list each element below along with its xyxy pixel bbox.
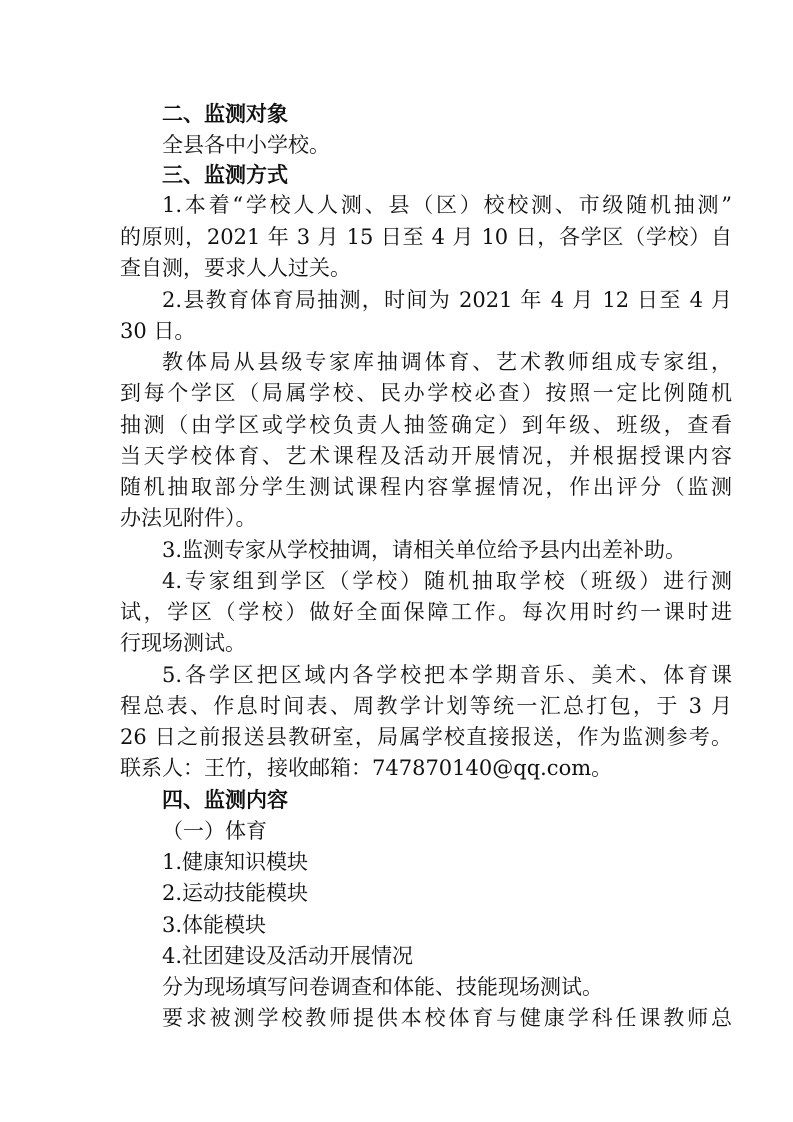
paragraph-line: 分为现场填写问卷调查和体能、技能现场测试。: [162, 975, 603, 999]
subsection-heading-pe: （一）体育: [162, 819, 267, 843]
paragraph-line: 30 日。: [120, 319, 196, 343]
list-item: 3.体能模块: [162, 913, 267, 937]
section-heading-monitoring-content: 四、监测内容: [162, 788, 288, 812]
paragraph-line: 行现场测试。: [120, 631, 246, 655]
paragraph-line: 2.县教育体育局抽测，时间为 2021 年 4 月 12 日至 4 月: [162, 288, 732, 312]
paragraph-line: 4.专家组到学区（学校）随机抽取学校（班级）进行测: [162, 569, 732, 593]
paragraph-line: 查自测，要求人人过关。: [120, 256, 351, 280]
paragraph-line: 抽测（由学区或学校负责人抽签确定）到年级、班级，查看: [120, 413, 732, 437]
section-heading-monitoring-methods: 三、监测方式: [162, 163, 288, 187]
paragraph-line: 当天学校体育、艺术课程及活动开展情况，并根据授课内容: [120, 444, 732, 468]
paragraph-line: 5.各学区把区域内各学校把本学期音乐、美术、体育课: [162, 663, 732, 687]
paragraph-line: 要求被测学校教师提供本校体育与健康学科任课教师总: [162, 1006, 732, 1030]
paragraph-line: 随机抽取部分学生测试课程内容掌握情况，作出评分（监测: [120, 475, 732, 499]
paragraph-line: 3.监测专家从学校抽调，请相关单位给予县内出差补助。: [162, 538, 687, 562]
contact-line: 联系人：王竹，接收邮箱：747870140@qq.com。: [120, 756, 613, 780]
list-item: 2.运动技能模块: [162, 881, 309, 905]
list-item: 4.社团建设及活动开展情况: [162, 944, 414, 968]
paragraph-line: 办法见附件）。: [120, 506, 257, 530]
list-item: 1.健康知识模块: [162, 850, 309, 874]
paragraph-line: 教体局从县级专家库抽调体育、艺术教师组成专家组，: [162, 350, 732, 374]
paragraph-line: 试，学区（学校）做好全面保障工作。每次用时约一课时进: [120, 600, 732, 624]
paragraph-line: 1.本着“学校人人测、县（区）校校测、市级随机抽测”: [162, 193, 732, 217]
section-heading-monitoring-targets: 二、监测对象: [162, 102, 288, 126]
paragraph-line: 26 日之前报送县教研室，局属学校直接报送，作为监测参考。: [120, 725, 732, 749]
paragraph-line: 的原则，2021 年 3 月 15 日至 4 月 10 日，各学区（学校）自: [120, 225, 732, 249]
paragraph-line: 到每个学区（局属学校、民办学校必查）按照一定比例随机: [120, 381, 732, 405]
paragraph-line: 全县各中小学校。: [162, 133, 330, 157]
paragraph-line: 程总表、作息时间表、周教学计划等统一汇总打包，于 3 月: [120, 694, 732, 718]
